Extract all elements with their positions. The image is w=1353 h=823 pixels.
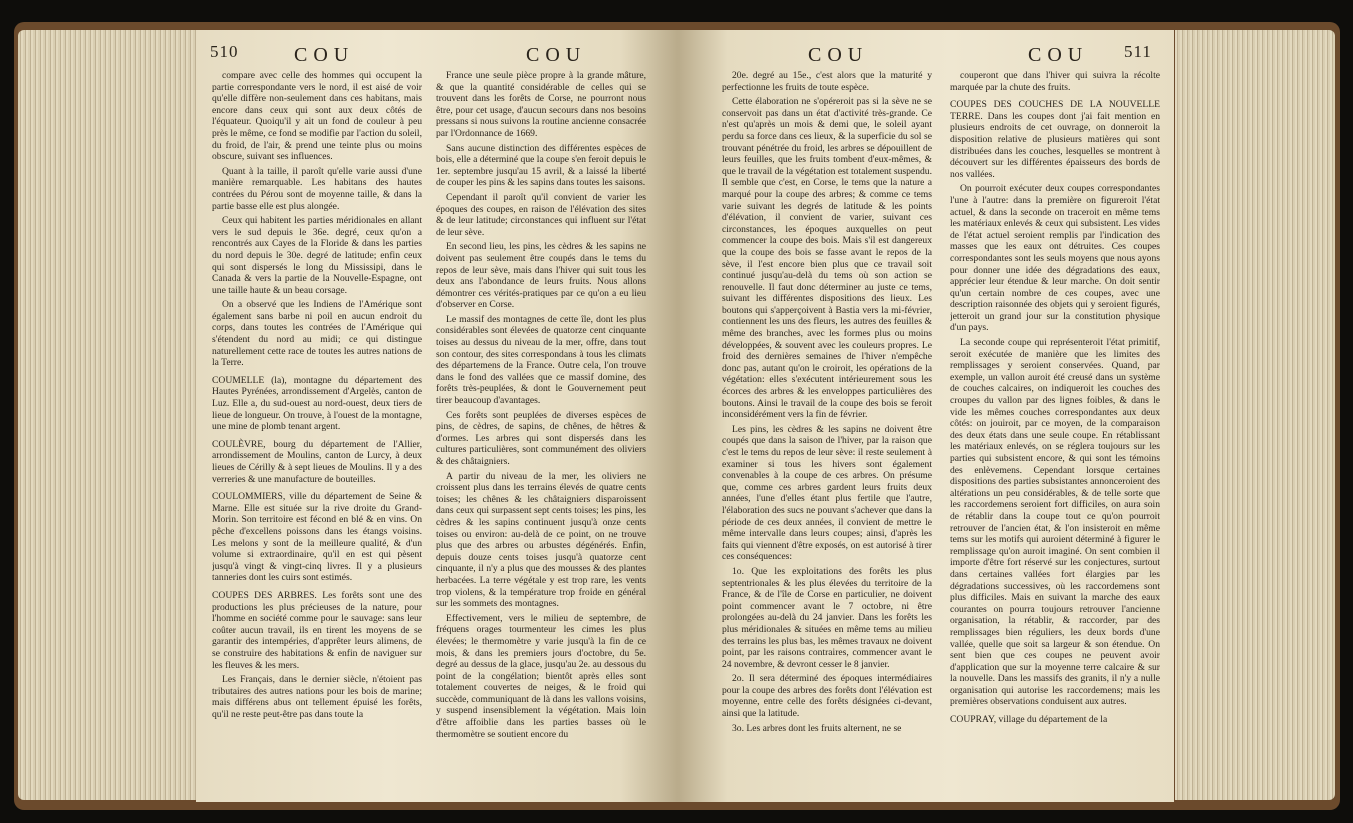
paragraph: Quant à la taille, il paroît qu'elle varie aussi d'une manière remarquable. Les habitans des hautes contrées du Pérou sont de moyenne taille, & dans la partie basse elle est plus alongée. — [212, 165, 422, 212]
paragraph: COUPES DES COUCHES DE LA NOUVELLE TERRE. Dans les coupes dont j'ai fait mention en plusieurs endroits de cet ouvrage, on donneroit la disposition relative de plusieurs matières qui sont distribuées dans les couches, lesquelles se montrent à découvert sur les différentes épaisseurs des bords de nos vallées. — [950, 99, 1160, 180]
right-page — [678, 30, 1174, 802]
paragraph: France une seule pièce propre à la grande mâture, & que la quantité considérable de celles qui se trouvent dans les forêts de Corse, ne pourront nous être, pour cet usage, d'aucun secours dans nos besoins pressans si nous suivons la routine ancienne consacrée par l'Ordonnance de 1669. — [436, 70, 646, 139]
paragraph: Cependant il paroît qu'il convient de varier les époques des coupes, en raison de l'élévation des sites & de leur latitude; circonstances qui influent sur l'état de leur sève. — [436, 191, 646, 238]
paragraph: COULÈVRE, bourg du département de l'Allier, arrondissement de Moulins, canton de Lurcy, à deux lieues de Cérilly & à sept lieues de Moulins. Il y a des verreries & une manufacture de bouteilles. — [212, 438, 422, 485]
paragraph: COULOMMIERS, ville du département de Seine & Marne. Elle est située sur la rive droite du Grand-Morin. Son territoire est fécond en blé & en vins. On pêche d'excellens poissons dans les étangs voisins. Les melons y sont de la meilleure qualité, & d'un volume si extraordinaire, qu'il en est qui pèsent jusqu'à vingt & vingt-cinq livres. Il y a plusieurs tanneries dont les cuirs sont estimés. — [212, 491, 422, 584]
paragraph: Ces forêts sont peuplées de diverses espèces de pins, de cèdres, de sapins, de chênes, de hêtres & d'ormes. Les arbres qui sont dispersés dans les cultures particulières, sont communément des oliviers & des châtaigniers. — [436, 409, 646, 467]
paragraph: couperont que dans l'hiver qui suivra la récolte marquée par la chute des fruits. — [950, 70, 1160, 93]
running-head-right: COU — [1028, 44, 1089, 66]
text-column-1 — [722, 70, 932, 790]
paragraph: 20e. degré au 15e., c'est alors que la maturité y perfectionne les fruits de toute espèce. — [722, 70, 932, 93]
paragraph: Effectivement, vers le milieu de septembre, de fréquens orages tourmenteur les cimes les plus élevées; le thermomètre y varie jusqu'à la fin de ce mois, & dans les premiers jours d'octobre, du 5e. degré au dessus de la glace, jusqu'au 2e. au dessous du point de la congélation; bientôt après elles sont totalement couvertes de neiges, & le froid qui succède, communiquant de là dans les vallons voisins, y suspend insensiblement la végétation. Mais loin d'être affoiblie dans les parties basses où le thermomètre se soutient encore du — [436, 612, 646, 740]
text-column-2 — [436, 70, 646, 790]
paragraph: Les Français, dans le dernier siècle, n'étoient pas tributaires des autres nations pour les bois de marine; mais différens abus ont tellement épuisé les forêts, qu'il ne reste peut-être pas dans toute la — [212, 674, 422, 720]
page-edges-right — [1175, 30, 1335, 800]
paragraph: 3o. Les arbres dont les fruits alternent, ne se — [732, 722, 902, 734]
text-column-2 — [950, 70, 1160, 790]
paragraph: On pourroit exécuter deux coupes correspondantes l'une à l'autre: dans la première on figureroit l'état actuel, & dans la seconde on traceroit en même tems les matériaux enlevés & ceux qui subsistent. Les vides de l'état actuel seroient remplis par l'indication des masses que les eaux ont détruites. Ces coupes correspondantes sont les seuls moyens que nous ayons pour donner une idée des dégradations des eaux, apprécier leur étendue & leur marche. On doit sentir qu'un certain nombre de ces coupes, avec une description raisonnée des objets qui y seroient figurés, jetteroit un grand jour sur la constitution physique d'un pays. — [950, 183, 1160, 334]
paragraph: On a observé que les Indiens de l'Amérique sont également sans barbe ni poil en aucun endroit du corps, dans toutes les contrées de l'Amérique qui s'étendent du nord au midi; ce qui distingue naturellement cette race de toutes les autres nations de la Terre. — [212, 299, 422, 369]
paragraph: COUPRAY, village du département de la — [950, 714, 1108, 726]
left-page — [196, 30, 678, 802]
paragraph: compare avec celle des hommes qui occupent la partie correspondante vers le nord, il est aisé de voir qu'elle diffère non-seulement dans ces habitans, mais encore dans ceux qui sont aux deux côtés de l'équateur. Quoiqu'il y ait un fond de couleur à peu près le même, ce fond se modifie par l'action du soleil, du froid, de l'air, & prend une teinte plus ou moins obscure, suivant ses influences. — [212, 70, 422, 163]
paragraph: A partir du niveau de la mer, les oliviers ne croissent plus dans les terrains élevés de quatre cents toises; les chênes & les châtaigniers disparoissent dans ceux qui surpassent sept cents toises; les pins, les cèdres & les sapins continuent jusqu'à onze cents toises ou environ: au-delà de ce point, on ne trouve plus que des arbres ou arbustes dégénérés. Enfin, depuis douze cents toises jusqu'à quatorze cent cinquante, il n'y a plus que des mousses & des plantes herbacées. La terre végétale y est trop rare, les vents trop violens, & la température trop froide en général sur les sommets des montagnes. — [436, 470, 646, 610]
paragraph: 2o. Il sera déterminé des époques intermédiaires pour la coupe des arbres des forêts dont l'élévation est moyenne, entre celle des forêts désignées ci-devant, ainsi que la latitude. — [722, 673, 932, 720]
running-head-left: COU — [294, 44, 355, 66]
paragraph: Le massif des montagnes de cette île, dont les plus considérables sont élevées de quatorze cent cinquante toises au dessus du niveau de la mer, offre, dans tout son contour, des sites correspondans à tous les climats des départemens de la France. Outre cela, l'on trouve dans le fond des vallées que ce massif domine, des forêts très-peuplées, & dont le Gouvernement peut tirer beaucoup d'avantages. — [436, 313, 646, 407]
paragraph: Les pins, les cèdres & les sapins ne doivent être coupés que dans la saison de l'hiver, par la raison que c'est le tems du repos de leur sève: il reste seulement à examiner si tous les hivers sont également convenables à la coupe de ces arbres. On présume que, comme ces arbres gardent leurs fruits deux années, l'une d'elles étant plus fertile que l'autre, l'élaboration des sucs ne pouvant s'achever que dans la période de ces deux années, il convient de mettre le même intervalle dans leurs coupes; ainsi, d'après les faits qui viennent d'être exposés, on est autorisé à tirer ces conséquences: — [722, 423, 932, 563]
running-head-left: COU — [808, 44, 869, 66]
paragraph: La seconde coupe qui représenteroit l'état primitif, seroit exécutée de manière que les limites des remplissages y seroient conservées. Quand, par exemple, un vallon auroit été creusé dans un système de couches calcaires, on indiqueroit les couches des croupes du vallon par des lignes foibles, & dans le vide les mêmes couches correspondantes aux deux côtés: on jouiroit, par ce moyen, de la comparaison des deux états dans une seule coupe. En rétablissant les matériaux enlevés, on se réglera toujours sur les parties qui subsistent encore, & qui sont les témoins des enlèvemens. Cependant lorsque certaines dispositions des parties subsistantes annonceroient des altérations un peu considérables, & de telle sorte que les raccordemens seroient fort difficiles, on aura soin de rétablir dans la coupe tout ce qu'on pourroit retrouver de l'ancien état, & l'on insisteroit en même tems sur les motifs qui auroient déterminé à figurer le remplissage qu'on auroit imaginé. On sent combien il importe d'être fort réservé sur les conjectures, surtout dans certaines vallées fort élargies par les dégradations successives, où les raccordemens sont plus difficiles. Mais en suivant la marche des eaux courantes on pourra toujours retrouver l'ancienne organisation, la rétablir, & raccorder, par des remplissages bien réguliers, les deux bords d'une vallée, quelle que soit sa largeur & son étendue. On sent bien que ces coupes ne peuvent avoir d'application que sur la moyenne terre calcaire & sur la nouvelle. Dans les massifs des granits, il n'y a nulle organisation qui autorise les raccordemens; mais les premières observations conduisent aux autres. — [950, 337, 1160, 708]
paragraph: En second lieu, les pins, les cèdres & les sapins ne doivent pas seulement être coupés dans le tems du repos de leur sève, mais dans l'hiver qui suit tous les deux ans l'abondance de leurs fruits. Nous allons démontrer ces vérités-pratiques par ce qu'on a eu lieu d'observer en Corse. — [436, 241, 646, 311]
paragraph: 1o. Que les exploitations des forêts les plus septentrionales & les plus élevées du territoire de la France, & de l'île de Corse en particulier, ne doivent point commencer avant le 7 octobre, ni être prolongées au-delà du 24 janvier. Dans les forêts les plus méridionales & situées en même tems au milieu des terrains les plus bas, les mêmes travaux ne doivent point, par les raisons contraires, commencer avant le 24 novembre, & devront cesser le 8 janvier. — [722, 565, 932, 670]
paragraph: Ceux qui habitent les parties méridionales en allant vers le sud depuis le 36e. degré, ceux qu'on a rencontrés aux Cayes de la Floride & dans les parties du nord depuis le 30e. degré de latitude; enfin ceux qui sont dispersés le long du Mississipi, dans le Canada & vers la partie de la Nouvelle-Espagne, ont une taille haute & un beau corsage. — [212, 215, 422, 296]
running-head-right: COU — [526, 44, 587, 66]
page-number: 511 — [1124, 42, 1152, 61]
paragraph: COUMELLE (la), montagne du département des Hautes Pyrénées, arrondissement d'Argelès, canton de Luz. Elle a, du sud-ouest au nord-ouest, deux tiers de lieue de longueur. On trouve, à l'ouest de la montagne, une mine de plomb tenant argent. — [212, 374, 422, 433]
text-column-1 — [212, 70, 422, 790]
paragraph: Sans aucune distinction des différentes espèces de bois, elle a déterminé que la coupe s'en feroit depuis le 1er. septembre jusqu'au 15 avril, & a laissé la liberté de couper les pins & les sapins dans toutes les saisons. — [436, 142, 646, 189]
paragraph: COUPES DES ARBRES. Les forêts sont une des productions les plus précieuses de la nature, pour l'homme en société comme pour le sauvage: sans leur coûter aucun travail, ils en tirent les moyens de se garantir des intempéries, d'apprêter leurs alimens, de se construire des habitations & enfin de naviguer sur les fleuves & les mers. — [212, 589, 422, 671]
paragraph: Cette élaboration ne s'opéreroit pas si la sève ne se conservoit pas dans un état d'activité très-grande. Ce n'est qu'après un mois & demi que, le soleil ayant perdu sa force dans ces lieux, & la superficie du sol se trouvant pénétrée du froid, les arbres se dépouillent de leurs feuilles, que les fruits tombent d'eux-mêmes, & que le travail de la végétation est totalement suspendu. Il semble que c'est, en Corse, le tems que la nature a marqué pour la coupe des arbres; & comme ce tems varie suivant les degrés de latitude & les points d'élévation, il convient de varier, suivant ces circonstances, les époques auxquelles on peut commencer la coupe des bois. Mais s'il est dangereux que la coupe des bois se fasse avant le repos de la sève, il l'est encore bien plus que ce travail soit continué jusqu'au-delà du tems où son action se renouvelle. Il faut donc déterminer au juste ce tems, suivant les différentes dispositions des lieux. Les boutons qui s'apperçoivent à Bastia vers la mi-février, contiennent les uns des fleurs, les autres des feuilles & même des branches, avec les formes plus ou moins développées, & souvent avec les couleurs propres. Le froid des dernières semaines de l'hiver n'empêche donc pas, autant qu'on le croiroit, les opérations de la végétation: elles s'exécutent intérieurement sous les écorces des arbres & les enveloppes particulières des boutons. Ainsi le travail de la coupe des bois se feroit inconsidérément vers la fin de février. — [722, 96, 932, 421]
page-edges-left — [18, 30, 200, 800]
page-number: 510 — [210, 42, 239, 61]
